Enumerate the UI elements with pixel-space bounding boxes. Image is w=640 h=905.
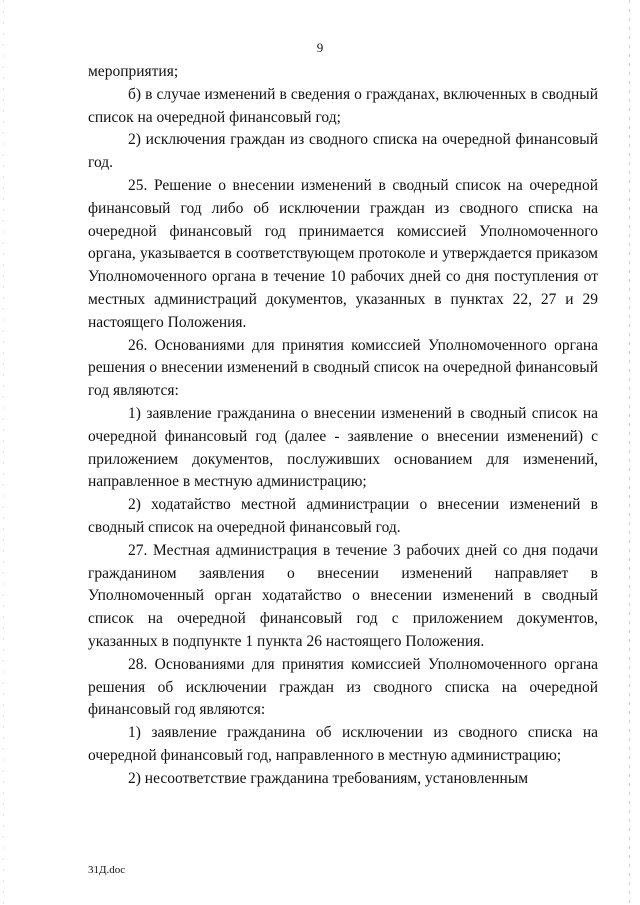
footer-filename: 31Д.doc xyxy=(88,864,126,876)
paragraph: 1) заявление гражданина об исключении из сводного списка на очередной финансовый год, направленного в местную администрацию; xyxy=(88,724,598,764)
scan-edge-left xyxy=(3,0,4,905)
paragraph: 25. Решение о внесении изменений в сводный список на очередной финансовый год либо об исключении граждан из сводного списка на очередной финансовый год принимается комиссией Уполномоченного органа, указывается в соответствующем протоколе и утверждается приказом Уполномоченного органа в течение 10 рабочих дней со дня поступления от местных администраций документов, указанных в пунктах 22, 27 и 29 настоящего Положения. xyxy=(88,176,598,331)
paragraph: 2) несоответствие гражданина требованиям, установленным xyxy=(128,769,529,787)
page-number: 9 xyxy=(316,40,324,55)
paragraph: мероприятия; xyxy=(88,63,179,80)
document-body xyxy=(88,61,598,791)
paragraph: 28. Основаниями для принятия комиссией Уполномоченного органа решения об исключении граждан из сводного списка на очередной финансовый год являются: xyxy=(88,655,598,719)
scan-edge-right xyxy=(629,0,630,905)
paragraph: 1) заявление гражданина о внесении изменений в сводный список на очередной финансовый год (далее - заявление о внесении изменений) с приложением документов, послуживших основанием для изменений, направленное в местную администрацию; xyxy=(88,404,598,491)
paragraph: б) в случае изменений в сведения о гражданах, включенных в сводный список на очередной финансовый год; xyxy=(88,85,598,126)
paragraph: 27. Местная администрация в течение 3 рабочих дней со дня подачи гражданином заявления о внесении изменений направляет в Уполномоченный орган ходатайство о внесении изменений в сводный список на очередной финансовый год с приложением документов, указанных в подпункте 1 пункта 26 настоящего Положения. xyxy=(88,541,598,650)
paragraph: 2) исключения граждан из сводного списка на очередной финансовый год. xyxy=(88,131,598,172)
paragraph: 2) ходатайство местной администрации о внесении изменений в сводный список на очередной финансовый год. xyxy=(88,496,598,536)
paragraph: 26. Основаниями для принятия комиссией Уполномоченного органа решения о внесении изменений в сводный список на очередной финансовый год являются: xyxy=(88,336,598,400)
